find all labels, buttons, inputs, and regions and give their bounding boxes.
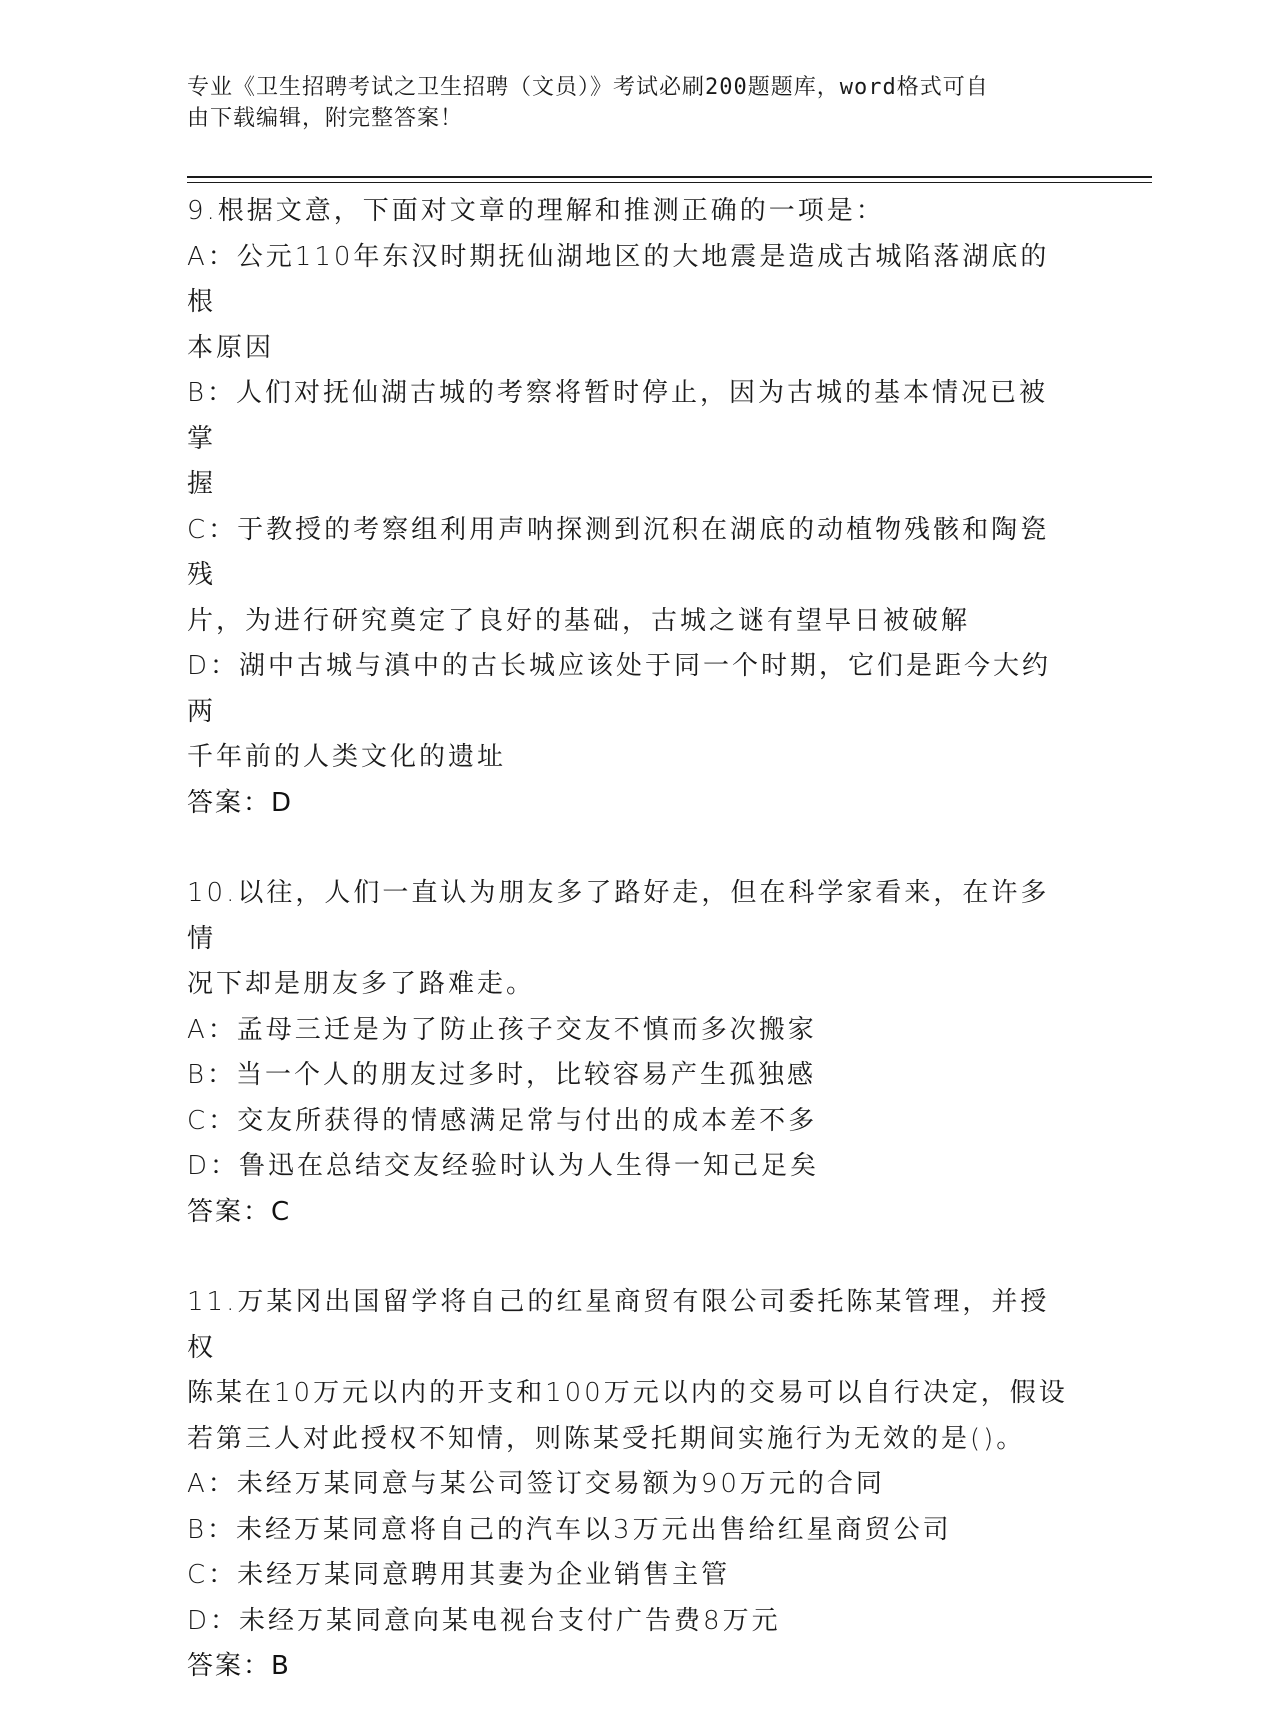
question-10 <box>187 871 1077 1235</box>
header-divider-thick <box>187 176 1152 178</box>
question-stem-continued: 若第三人对此授权不知情，则陈某受托期间实施行为无效的是()。 <box>187 1423 1026 1454</box>
question-stem: 9.根据文意，下面对文章的理解和推测正确的一项是： <box>187 196 885 226</box>
header-line-1: 专业《卫生招聘考试之卫生招聘（文员）》考试必刷200题题库，word格式可自 <box>187 75 989 100</box>
option-c: C：未经万某同意聘用其妻为企业销售主管 <box>187 1560 731 1590</box>
question-stem-continued: 况下却是朋友多了路难走。 <box>187 969 536 999</box>
header-line-2: 由下载编辑，附完整答案！ <box>187 106 464 131</box>
option-b: B：未经万某同意将自己的汽车以3万元出售给红星商贸公司 <box>187 1514 952 1545</box>
answer-label: 答案：B <box>187 1651 291 1681</box>
question-11 <box>187 1280 1077 1690</box>
option-c: C：于教授的考察组利用声呐探测到沉积在湖底的动植物残骸和陶瓷残 <box>187 514 1050 590</box>
option-a: A：未经万某同意与某公司签订交易额为90万元的合同 <box>187 1469 885 1499</box>
option-a: A：孟母三迁是为了防止孩子交友不慎而多次搬家 <box>187 1014 817 1045</box>
option-b: B：当一个人的朋友过多时，比较容易产生孤独感 <box>187 1060 817 1090</box>
question-stem: 10.以往，人们一直认为朋友多了路好走，但在科学家看来，在许多情 <box>187 878 1050 954</box>
option-a-continued: 本原因 <box>187 332 275 363</box>
question-stem: 11.万某冈出国留学将自己的红星商贸有限公司委托陈某管理，并授权 <box>187 1287 1050 1363</box>
option-c-continued: 片，为进行研究奠定了良好的基础，古城之谜有望早日被破解 <box>187 605 971 636</box>
option-a: A：公元110年东汉时期抚仙湖地区的大地震是造成古城陷落湖底的根 <box>187 241 1050 317</box>
option-d: D：未经万某同意向某电视台支付广告费8万元 <box>187 1605 781 1636</box>
question-list <box>187 189 1077 1735</box>
option-b-continued: 握 <box>187 469 217 499</box>
option-d: D：鲁迅在总结交友经验时认为人生得一知己足矣 <box>187 1151 820 1181</box>
answer-label: 答案：D <box>187 787 294 818</box>
document-header <box>187 72 1067 134</box>
question-stem-continued: 陈某在10万元以内的开支和100万元以内的交易可以自行决定，假设 <box>187 1378 1068 1408</box>
option-c: C：交友所获得的情感满足常与付出的成本差不多 <box>187 1105 818 1136</box>
option-b: B：人们对抚仙湖古城的考察将暂时停止，因为古城的基本情况已被掌 <box>187 378 1049 454</box>
option-d-continued: 千年前的人类文化的遗址 <box>187 742 507 772</box>
header-divider-thin <box>187 182 1152 183</box>
answer-label: 答案：C <box>187 1196 292 1227</box>
option-d: D：湖中古城与滇中的古长城应该处于同一个时期，它们是距今大约两 <box>187 651 1052 727</box>
question-9 <box>187 189 1077 826</box>
